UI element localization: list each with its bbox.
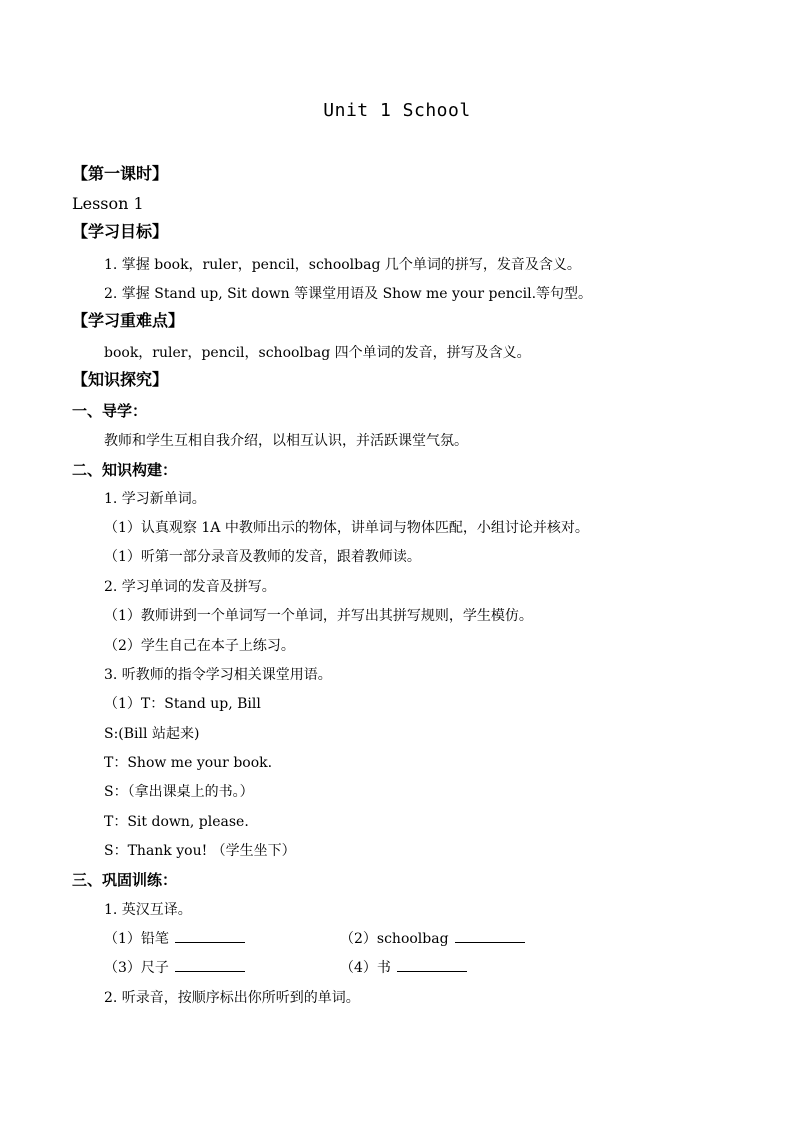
part3-exercise2: 2. 听录音，按顺序标出你所听到的单词。 <box>104 990 360 1006</box>
dialogue-line: （1）T：Stand up, Bill <box>104 696 261 712</box>
translation-item-label: （3）尺子 <box>104 960 169 976</box>
objective-item: 1. 掌握 book，ruler，pencil，schoolbag 几个单词的拼写，发音及含义。 <box>104 257 581 273</box>
dialogue-line: S:(Bill 站起来) <box>104 726 200 742</box>
answer-blank[interactable] <box>397 959 467 972</box>
part1-text: 教师和学生互相自我介绍，以相互认识，并活跃课堂气氛。 <box>104 433 468 449</box>
translation-item-label: （1）铅笔 <box>104 931 169 947</box>
dialogue-line: S：Thank you! （学生坐下） <box>104 843 296 859</box>
translation-item <box>104 930 245 948</box>
part2-step2-b: （2）学生自己在本子上练习。 <box>104 638 295 654</box>
part1-heading: 一、导学： <box>72 402 148 420</box>
key-points-text: book，ruler，pencil，schoolbag 四个单词的发音，拼写及含义。 <box>104 345 531 361</box>
section-objectives: 【学习目标】 <box>72 222 169 241</box>
translation-item-label: （4）书 <box>340 960 391 976</box>
part2-step3: 3. 听教师的指令学习相关课堂用语。 <box>104 667 332 683</box>
answer-blank[interactable] <box>455 930 525 943</box>
part2-step2-a: （1）教师讲到一个单词写一个单词，并写出其拼写规则，学生模仿。 <box>104 608 533 624</box>
objective-item: 2. 掌握 Stand up, Sit down 等课堂用语及 Show me your pencil.等句型。 <box>104 286 593 302</box>
section-key-points: 【学习重难点】 <box>72 311 185 330</box>
lesson-name: Lesson 1 <box>72 194 144 213</box>
part2-step2: 2. 学习单词的发音及拼写。 <box>104 579 276 595</box>
dialogue-line: T：Sit down, please. <box>104 814 249 830</box>
part2-step1: 1. 学习新单词。 <box>104 491 206 507</box>
part2-heading: 二、知识构建： <box>72 461 178 479</box>
answer-blank[interactable] <box>175 930 245 943</box>
translation-item <box>340 959 467 977</box>
part2-step1-a: （1）认真观察 1A 中教师出示的物体，讲单词与物体匹配，小组讨论并核对。 <box>104 520 589 536</box>
dialogue-line: S：（拿出课桌上的书。） <box>104 784 254 800</box>
answer-blank[interactable] <box>175 959 245 972</box>
part3-heading: 三、巩固训练： <box>72 871 178 889</box>
document-title: Unit 1 School <box>323 100 471 121</box>
section-explore: 【知识探究】 <box>72 370 169 389</box>
part3-exercise1: 1. 英汉互译。 <box>104 902 192 918</box>
dialogue-line: T：Show me your book. <box>104 755 273 771</box>
translation-item <box>104 959 245 977</box>
translation-item <box>340 930 525 948</box>
translation-item-label: （2）schoolbag <box>340 931 449 947</box>
part2-step1-b: （1）听第一部分录音及教师的发音，跟着教师读。 <box>104 549 421 565</box>
section-lesson-period: 【第一课时】 <box>72 164 169 183</box>
